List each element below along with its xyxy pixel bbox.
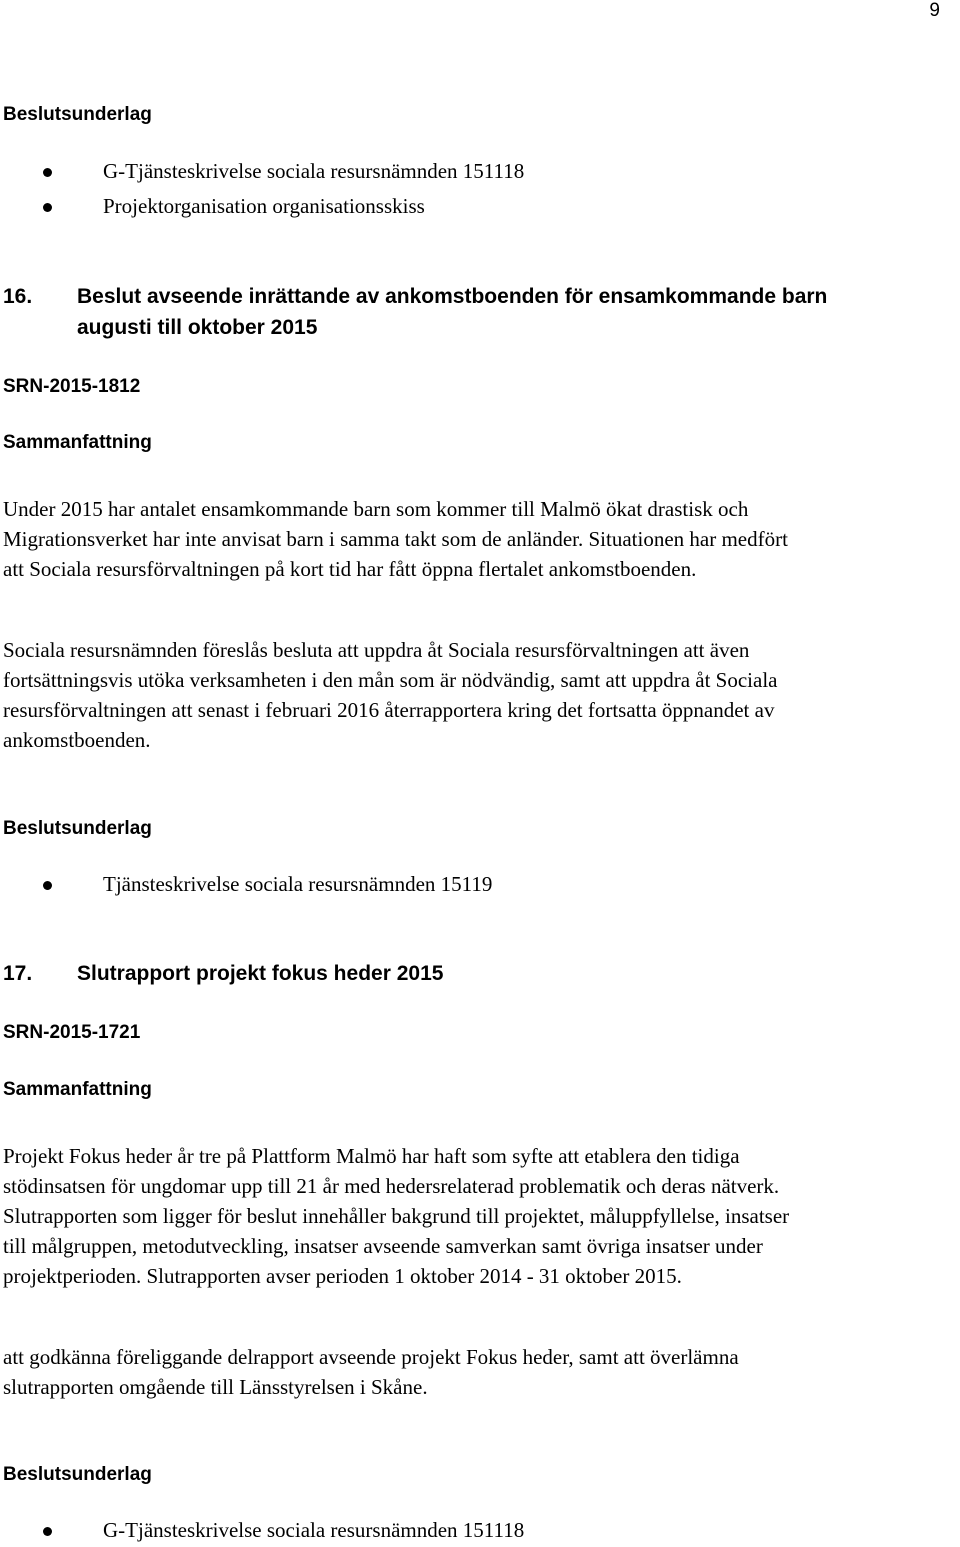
bullet-icon: [43, 1527, 52, 1536]
list-item: G-Tjänsteskrivelse sociala resursnämnden 151118: [43, 159, 743, 187]
item-title-continued: augusti till oktober 2015: [77, 316, 318, 339]
beslutsunderlag-heading: Beslutsunderlag: [3, 104, 152, 125]
page-number: 9: [929, 0, 940, 21]
case-id: SRN-2015-1812: [3, 376, 141, 397]
bullet-icon: [43, 203, 52, 212]
beslutsunderlag-heading: Beslutsunderlag: [3, 1464, 152, 1485]
list-item: G-Tjänsteskrivelse sociala resursnämnden 151118: [43, 1518, 743, 1546]
item-title: Beslut avseende inrättande av ankomstboenden för ensamkommande barn: [77, 285, 828, 308]
summary-paragraph: Projekt Fokus heder år tre på Plattform Malmö har haft som syfte att etablera den tidiga stödinsatsen för ungdomar upp till 21 år med hedersrelaterad problematik och deras nätverk. Slutrapporten som ligger för beslut innehåller bakgrund till projektet, måluppfyllelse, insatser till målgruppen, metodutveckling, insatser avseende samverkan samt övriga insatser under projektperioden. Slutrapporten avser perioden 1 oktober 2014 - 31 oktober 2015.: [3, 1144, 790, 1288]
case-id: SRN-2015-1721: [3, 1022, 141, 1043]
summary-heading: Sammanfattning: [3, 1079, 152, 1100]
proposal-paragraph: Sociala resursnämnden föreslås besluta att uppdra åt Sociala resursförvaltningen att även fortsättningsvis utöka verksamheten i den mån som är nödvändig, samt att uppdra åt Sociala resursförvaltningen att senast i februari 2016 återrapportera kring det fortsatta öppnandet av ankomstboenden.: [3, 638, 778, 752]
list-item: Projektorganisation organisationsskiss: [43, 194, 743, 222]
item-title: Slutrapport projekt fokus heder 2015: [77, 962, 444, 985]
summary-heading: Sammanfattning: [3, 432, 152, 453]
item-number: 17.: [3, 962, 33, 985]
beslutsunderlag-heading: Beslutsunderlag: [3, 818, 152, 839]
list-item: Tjänsteskrivelse sociala resursnämnden 15119: [43, 872, 743, 900]
bullet-icon: [43, 881, 52, 890]
summary-paragraph: Under 2015 har antalet ensamkommande barn som kommer till Malmö ökat drastisk och Migrationsverket har inte anvisat barn i samma takt som de anländer. Situationen har medfört att Sociala resursförvaltningen på kort tid har fått öppna flertalet ankomstboenden.: [3, 497, 788, 581]
bullet-icon: [43, 168, 52, 177]
item-number: 16.: [3, 285, 33, 308]
proposal-paragraph: att godkänna föreliggande delrapport avseende projekt Fokus heder, samt att överlämna slutrapporten omgående till Länsstyrelsen i Skåne.: [3, 1345, 739, 1399]
